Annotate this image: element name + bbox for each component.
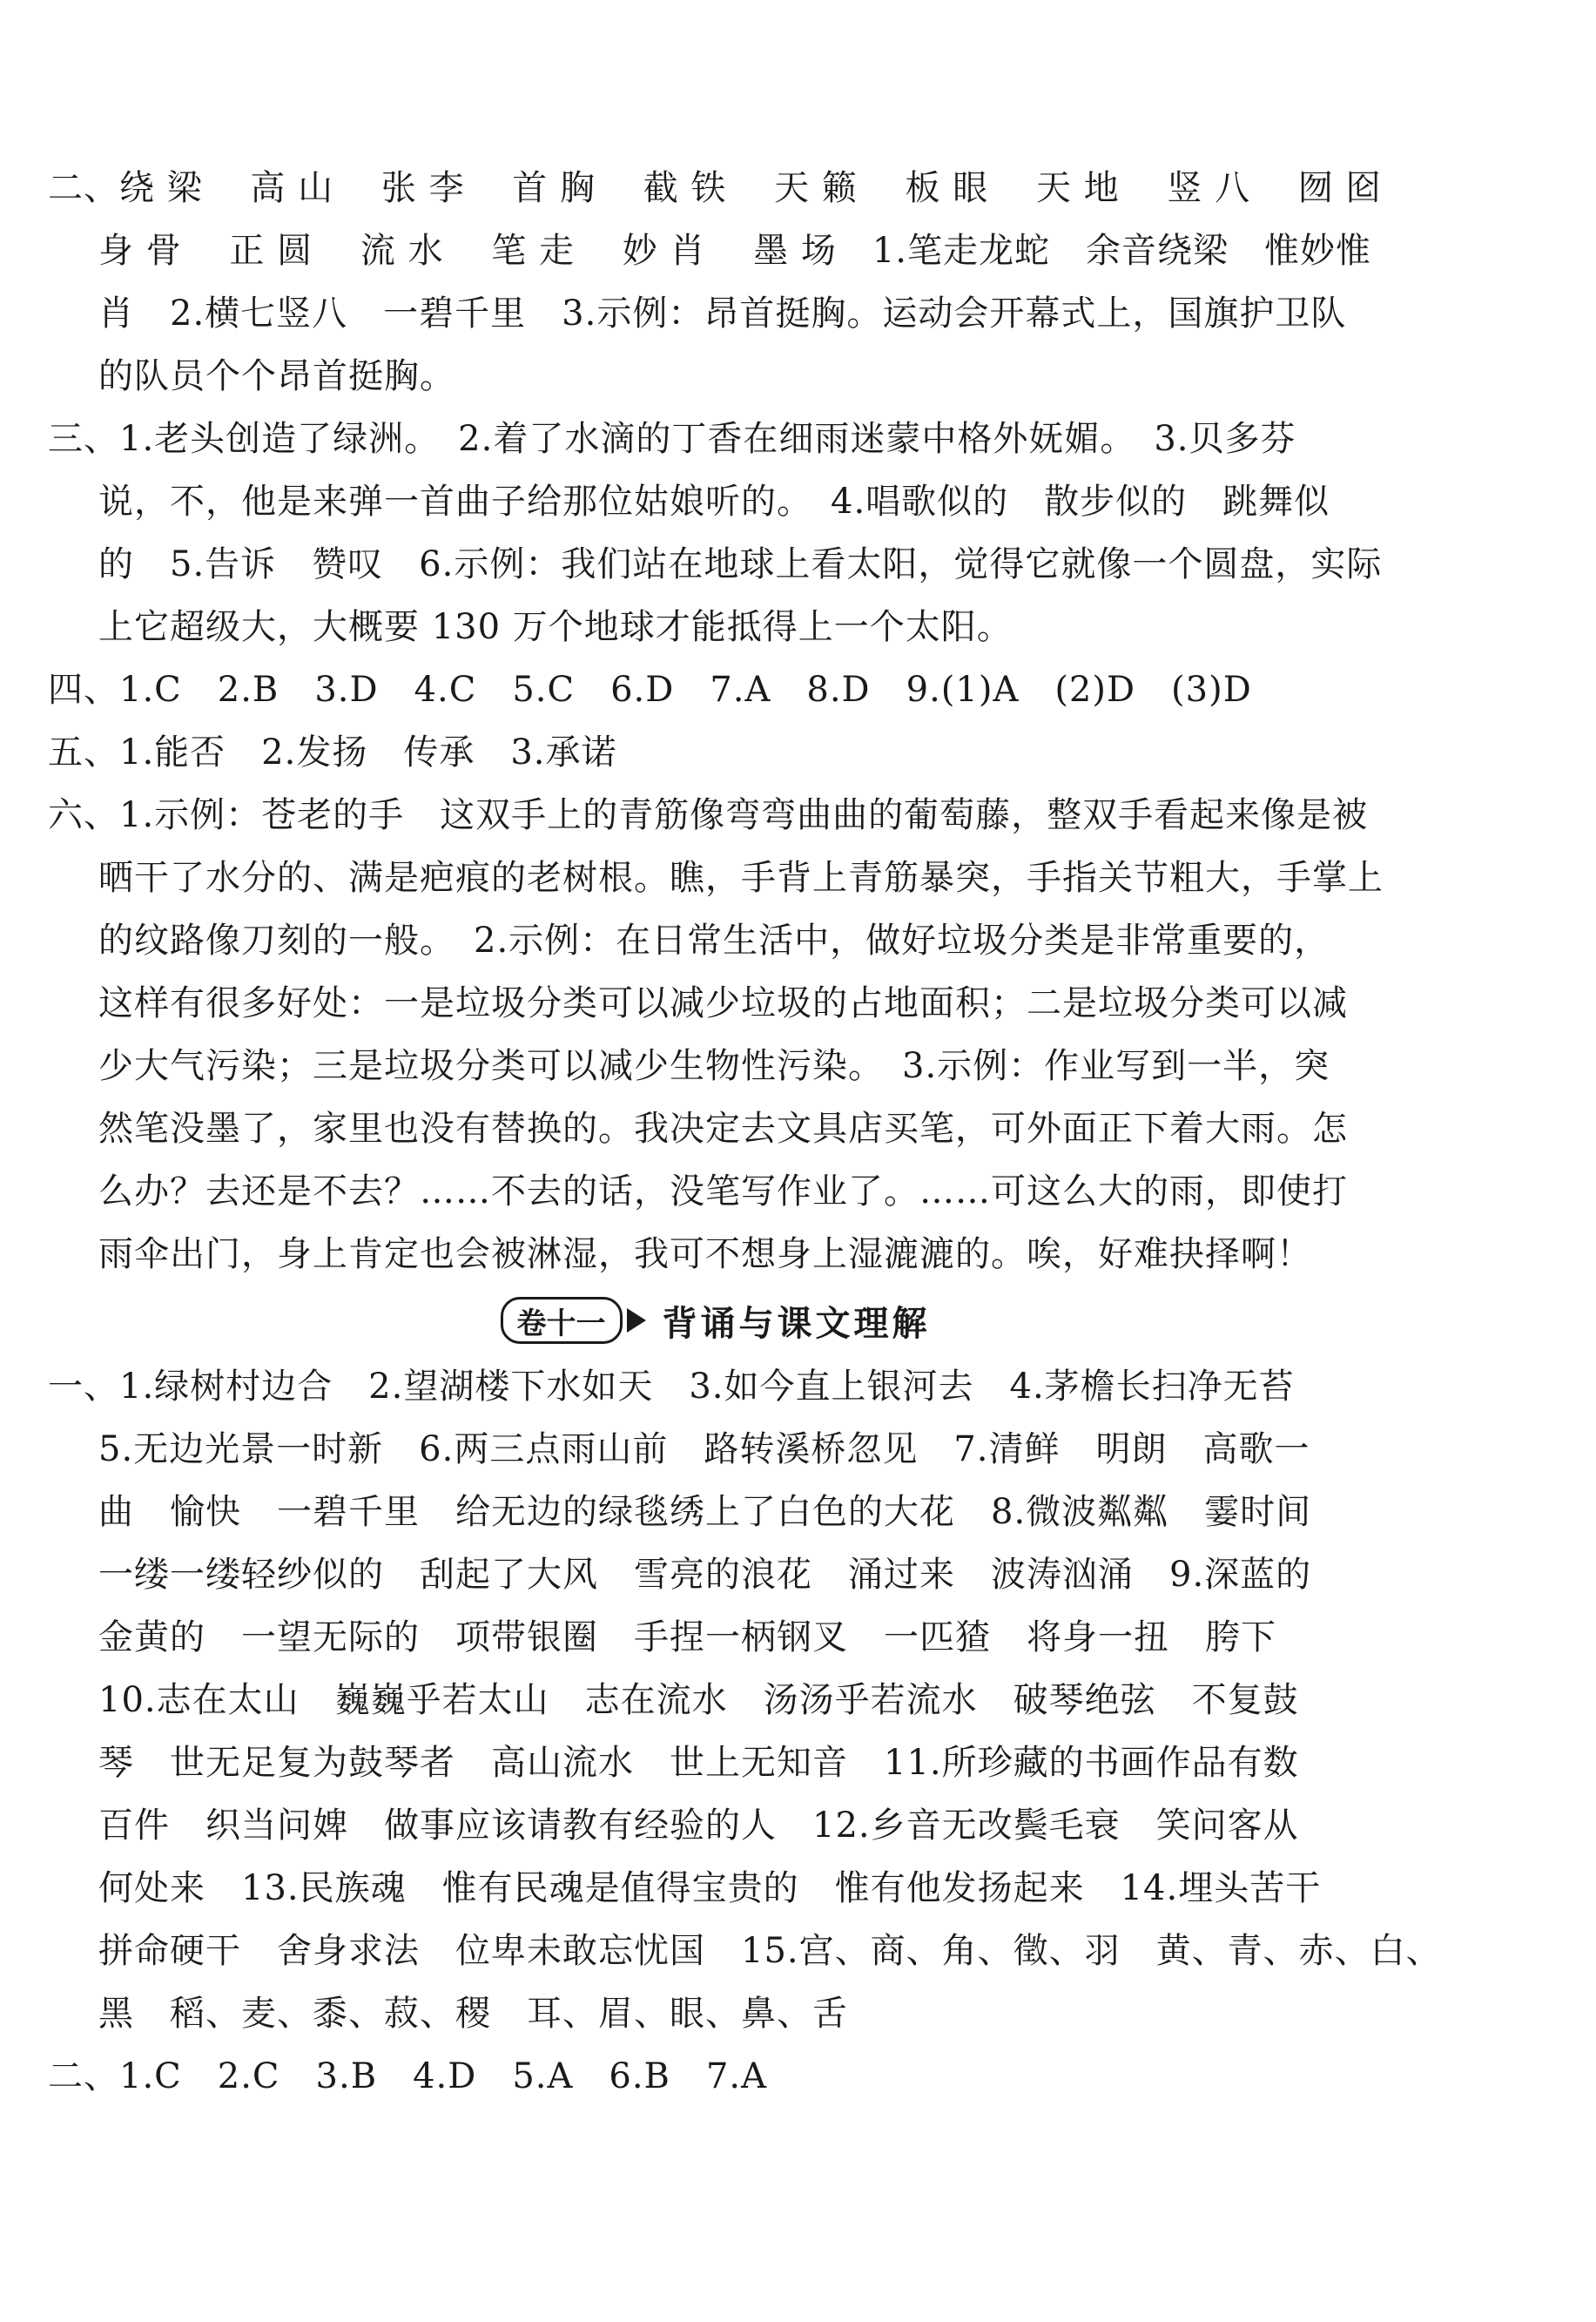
arrow-right-icon bbox=[627, 1308, 646, 1333]
text-line: 百件 织当问婢 做事应该请教有经验的人 12.乡音无改鬓毛衰 笑问客从 bbox=[98, 1806, 1299, 1846]
text-line: 说，不，他是来弹一首曲子给那位姑娘听的。 4.唱歌似的 散步似的 跳舞似 bbox=[98, 482, 1330, 522]
text-line: 肖 2.横七竖八 一碧千里 3.示例：昂首挺胸。运动会开幕式上，国旗护卫队 bbox=[98, 294, 1347, 334]
text-line: 六、1.示例：苍老的手 这双手上的青筋像弯弯曲曲的葡萄藤，整双手看起来像是被 bbox=[48, 795, 1369, 835]
text-line: 雨伞出门，身上肯定也会被淋湿，我可不想身上湿漉漉的。唉，好难抉择啊！ bbox=[98, 1234, 1312, 1274]
unit-badge-label: 卷十一 bbox=[516, 1306, 606, 1341]
text-line: 少大气污染；三是垃圾分类可以减少生物性污染。 3.示例：作业写到一半，突 bbox=[98, 1046, 1330, 1086]
text-line: 二、1.C 2.C 3.B 4.D 5.A 6.B 7.A bbox=[48, 2056, 767, 2096]
text-line: 金黄的 一望无际的 项带银圈 手捏一柄钢叉 一匹猹 将身一扭 胯下 bbox=[98, 1617, 1276, 1657]
text-line: 何处来 13.民族魂 惟有民魂是值得宝贵的 惟有他发扬起来 14.埋头苦干 bbox=[98, 1868, 1322, 1908]
text-line: 黑 稻、麦、黍、菽、稷 耳、眉、眼、鼻、舌 bbox=[98, 1994, 848, 2034]
text-line: 然笔没墨了，家里也没有替换的。我决定去文具店买笔，可外面正下着大雨。怎 bbox=[98, 1109, 1348, 1149]
unit-heading bbox=[48, 1289, 1383, 1352]
section-4-answers bbox=[48, 658, 1383, 721]
text-line: 一缕一缕轻纱似的 刮起了大风 雪亮的浪花 涌过来 波涛汹涌 9.深蓝的 bbox=[98, 1555, 1312, 1595]
section-5-answers bbox=[48, 721, 1383, 784]
section-6-answers bbox=[48, 784, 1383, 1286]
text-line: 四、1.C 2.B 3.D 4.C 5.C 6.D 7.A 8.D 9.(1)A (2)D (3)D bbox=[48, 670, 1252, 710]
unit-title: 背诵与课文理解 bbox=[662, 1303, 931, 1344]
text-line: 晒干了水分的、满是疤痕的老树根。瞧，手背上青筋暴突，手指关节粗大，手掌上 bbox=[98, 858, 1384, 898]
text-line: 拼命硬干 舍身求法 位卑未敢忘忧国 15.宫、商、角、徵、羽 黄、青、赤、白、 bbox=[98, 1931, 1442, 1971]
text-line: 的纹路像刀刻的一般。 2.示例：在日常生活中，做好垃圾分类是非常重要的， bbox=[98, 921, 1330, 961]
text-line: 一、1.绿树村边合 2.望湖楼下水如天 3.如今直上银河去 4.茅檐长扫净无苔 bbox=[48, 1367, 1295, 1407]
section-b2-answers bbox=[48, 2045, 1383, 2108]
text-line: 这样有很多好处：一是垃圾分类可以减少垃圾的占地面积；二是垃圾分类可以减 bbox=[98, 983, 1348, 1023]
text-line: 5.无边光景一时新 6.两三点雨山前 路转溪桥忽见 7.清鲜 明朗 高歌一 bbox=[98, 1429, 1310, 1469]
text-line: 上它超级大，大概要 130 万个地球才能抵得上一个太阳。 bbox=[98, 607, 1013, 647]
section-3-answers bbox=[48, 408, 1383, 658]
text-line: 身 骨 正 圆 流 水 笔 走 妙 肖 墨 场 1.笔走龙蛇 余音绕梁 惟妙惟 bbox=[98, 231, 1372, 271]
text-line: 10.志在太山 巍巍乎若太山 志在流水 汤汤乎若流水 破琴绝弦 不复鼓 bbox=[98, 1680, 1299, 1720]
unit-badge bbox=[501, 1297, 623, 1344]
text-line: 五、1.能否 2.发扬 传承 3.承诺 bbox=[48, 732, 617, 773]
section-b1-answers bbox=[48, 1355, 1442, 2045]
text-line: 三、1.老头创造了绿洲。 2.着了水滴的丁香在细雨迷蒙中格外妩媚。 3.贝多芬 bbox=[48, 419, 1296, 459]
text-line: 的 5.告诉 赞叹 6.示例：我们站在地球上看太阳，觉得它就像一个圆盘，实际 bbox=[98, 544, 1383, 584]
text-line: 琴 世无足复为鼓琴者 高山流水 世上无知音 11.所珍藏的书画作品有数 bbox=[98, 1743, 1299, 1783]
text-line: 二、绕 梁 高 山 张 李 首 胸 截 铁 天 籁 板 眼 天 地 竖 八 囫 囵 bbox=[48, 168, 1382, 208]
text-line: 么办？去还是不去？……不去的话，没笔写作业了。……可这么大的雨，即使打 bbox=[98, 1171, 1348, 1212]
text-line: 曲 愉快 一碧千里 给无边的绿毯绣上了白色的大花 8.微波粼粼 霎时间 bbox=[98, 1492, 1312, 1532]
text-line: 的队员个个昂首挺胸。 bbox=[98, 356, 455, 396]
section-2-answers bbox=[48, 157, 1383, 408]
